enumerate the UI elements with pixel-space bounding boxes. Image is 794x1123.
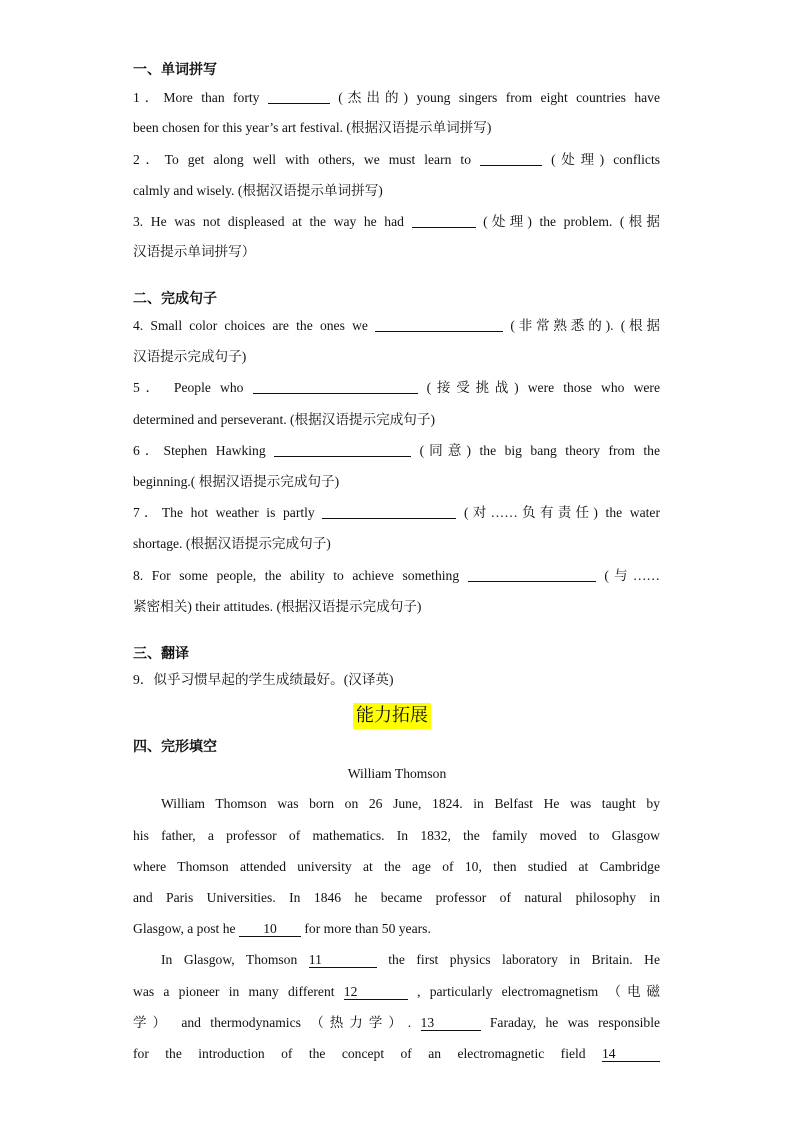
question-4-line-2: 汉语提示完成句子) <box>133 349 247 364</box>
q8-answer-blank[interactable] <box>468 568 596 582</box>
question-1-line-1 <box>133 89 660 107</box>
question-7-line-1 <box>133 504 660 522</box>
passage-text: for the introduction of the concept of an electromagnetic field <box>133 1046 586 1061</box>
q4-text-start: 4. Small color choices are the ones we <box>133 318 368 333</box>
question-6-line-1 <box>133 442 660 460</box>
passage-text: the first physics laboratory in Britain. He <box>388 952 660 967</box>
question-8-line-1 <box>133 567 660 585</box>
question-1-line-2: been chosen for this year’s art festival. (根据汉语提示单词拼写) <box>133 120 492 135</box>
q4-text-end: (非常熟悉的). (根据 <box>510 318 660 333</box>
passage-line: his father, a professor of mathematics. In 1832, the family moved to Glasgow <box>133 828 660 843</box>
passage-line: and Paris Universities. In 1846 he became professor of natural philosophy in <box>133 890 660 905</box>
question-7-line-2: shortage. (根据汉语提示完成句子) <box>133 536 331 551</box>
q2-text-end: (处理) conflicts <box>551 152 661 167</box>
question-2-line-2: calmly and wisely. (根据汉语提示单词拼写) <box>133 183 383 198</box>
passage-line <box>133 1045 660 1063</box>
question-5-line-1 <box>133 379 660 397</box>
q1-answer-blank[interactable] <box>268 90 330 104</box>
question-2-line-1 <box>133 151 660 169</box>
passage-line <box>133 920 431 938</box>
q5-text-start: 5． People who <box>133 380 244 395</box>
passage-text: 学） and thermodynamics （热力学）. <box>133 1015 412 1030</box>
passage-text: Glasgow, a post he <box>133 921 236 936</box>
passage-text: , particularly electromagnetism （电磁 <box>417 984 660 999</box>
question-5-line-2: determined and perseverant. (根据汉语提示完成句子) <box>133 412 436 427</box>
q1-text-start: 1．More than forty <box>133 90 260 105</box>
q7-answer-blank[interactable] <box>322 505 456 519</box>
passage-text: Faraday, he was responsible <box>489 1015 661 1030</box>
q7-text-start: 7．The hot weather is partly <box>133 505 315 520</box>
section-3-heading: 三、翻译 <box>133 646 189 662</box>
passage-line: where Thomson attended university at the age of 10, then studied at Cambridge <box>133 859 660 874</box>
passage-line: William Thomson was born on 26 June, 1824. in Belfast He was taught by <box>161 796 660 811</box>
cloze-blank-12[interactable]: 12 <box>344 984 408 1000</box>
section-4-heading: 四、完形填空 <box>133 739 217 755</box>
q5-answer-blank[interactable] <box>253 380 418 394</box>
cloze-blank-11[interactable]: 11 <box>309 952 377 968</box>
passage-line <box>133 1014 660 1032</box>
cloze-blank-10[interactable]: 10 <box>239 921 301 937</box>
q5-text-end: (接受挑战) were those who were <box>426 380 660 395</box>
q2-answer-blank[interactable] <box>480 152 542 166</box>
q3-text-start: 3. He was not displeased at the way he had <box>133 214 404 229</box>
question-8-line-2: 紧密相关) their attitudes. (根据汉语提示完成句子) <box>133 599 422 614</box>
question-9: 9．似乎习惯早起的学生成绩最好。(汉译英) <box>133 672 394 687</box>
question-3-line-1 <box>133 213 660 231</box>
q8-text-start: 8. For some people, the ability to achieve something <box>133 568 460 583</box>
q6-text-start: 6．Stephen Hawking <box>133 443 266 458</box>
passage-title: William Thomson <box>347 766 447 781</box>
question-6-line-2: beginning.( 根据汉语提示完成句子) <box>133 474 340 489</box>
q7-text-end: (对……负有责任) the water <box>464 505 660 520</box>
passage-line <box>161 951 660 969</box>
q6-text-end: (同意) the big bang theory from the <box>419 443 660 458</box>
cloze-blank-13[interactable]: 13 <box>421 1015 481 1031</box>
passage-text: was a pioneer in many different <box>133 984 335 999</box>
q2-text-start: 2．To get along well with others, we must learn to <box>133 152 472 167</box>
section-1-heading: 一、单词拼写 <box>133 62 217 78</box>
q1-text-end: (杰出的) young singers from eight countries have <box>338 90 660 105</box>
cloze-blank-14[interactable]: 14 <box>602 1046 660 1062</box>
question-4-line-1 <box>133 317 660 335</box>
passage-line <box>133 983 660 1001</box>
passage-text: for more than 50 years. <box>304 921 431 936</box>
q4-answer-blank[interactable] <box>375 318 503 332</box>
passage-text: In Glasgow, Thomson <box>161 952 298 967</box>
ability-extension-banner: 能力拓展 <box>353 703 431 729</box>
q3-answer-blank[interactable] <box>412 214 476 228</box>
q6-answer-blank[interactable] <box>274 443 411 457</box>
q3-text-end: (处理) the problem. (根据 <box>483 214 661 229</box>
q8-text-end: (与…… <box>604 568 661 583</box>
question-3-line-2: 汉语提示单词拼写） <box>133 244 256 259</box>
section-2-heading: 二、完成句子 <box>133 291 217 307</box>
